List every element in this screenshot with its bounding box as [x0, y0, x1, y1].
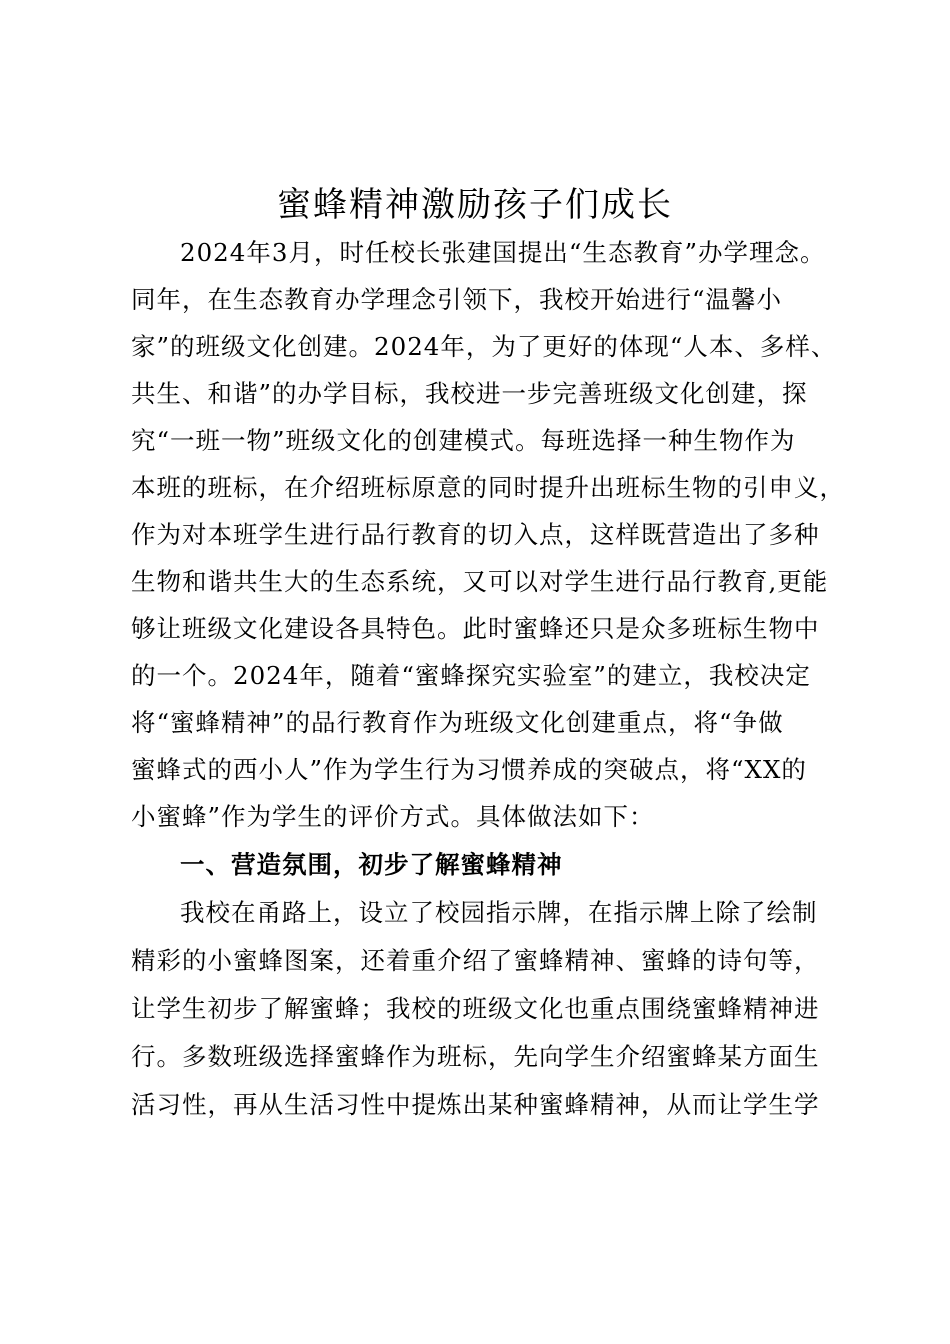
paragraph-line: 的一个。2024年，随着“蜜蜂探究实验室”的建立，我校决定: [131, 661, 811, 690]
paragraph-line: 让学生初步了解蜜蜂；我校的班级文化也重点围绕蜜蜂精神进: [131, 994, 820, 1023]
paragraph-line: 蜜蜂式的西小人”作为学生行为习惯养成的突破点，将“XX的: [131, 755, 807, 784]
paragraph-line: 行。多数班级选择蜜蜂作为班标，先向学生介绍蜜蜂某方面生: [131, 1042, 820, 1071]
paragraph-line: 2024年3月，时任校长张建国提出“生态教育”办学理念。: [180, 238, 826, 267]
section-heading: 一、营造氛围，初步了解蜜蜂精神: [180, 850, 563, 879]
paragraph-line: 本班的班标，在介绍班标原意的同时提升出班标生物的引申义，: [131, 473, 845, 502]
paragraph-line: 活习性，再从生活习性中提炼出某种蜜蜂精神，从而让学生学: [131, 1090, 820, 1119]
paragraph-line: 作为对本班学生进行品行教育的切入点，这样既营造出了多种: [131, 520, 820, 549]
paragraph-line: 精彩的小蜜蜂图案，还着重介绍了蜜蜂精神、蜜蜂的诗句等，: [131, 946, 820, 975]
paragraph-line: 我校在甬路上，设立了校园指示牌，在指示牌上除了绘制: [180, 898, 818, 927]
paragraph-line: 生物和谐共生大的生态系统，又可以对学生进行品行教育,更能: [131, 567, 829, 596]
paragraph-line: 究“一班一物”班级文化的创建模式。每班选择一种生物作为: [131, 426, 796, 455]
paragraph-line: 家”的班级文化创建。2024年，为了更好的体现“人本、多样、: [131, 332, 837, 361]
paragraph-line: 小蜜蜂”作为学生的评价方式。具体做法如下：: [131, 802, 655, 831]
paragraph-line: 够让班级文化建设各具特色。此时蜜蜂还只是众多班标生物中: [131, 614, 820, 643]
paragraph-line: 同年，在生态教育办学理念引领下，我校开始进行“温馨小: [131, 285, 783, 314]
document-title: 蜜蜂精神激励孩子们成长: [277, 185, 673, 225]
paragraph-line: 将“蜜蜂精神”的品行教育作为班级文化创建重点，将“争做: [131, 708, 784, 737]
paragraph-line: 共生、和谐”的办学目标，我校进一步完善班级文化创建，探: [131, 379, 808, 408]
